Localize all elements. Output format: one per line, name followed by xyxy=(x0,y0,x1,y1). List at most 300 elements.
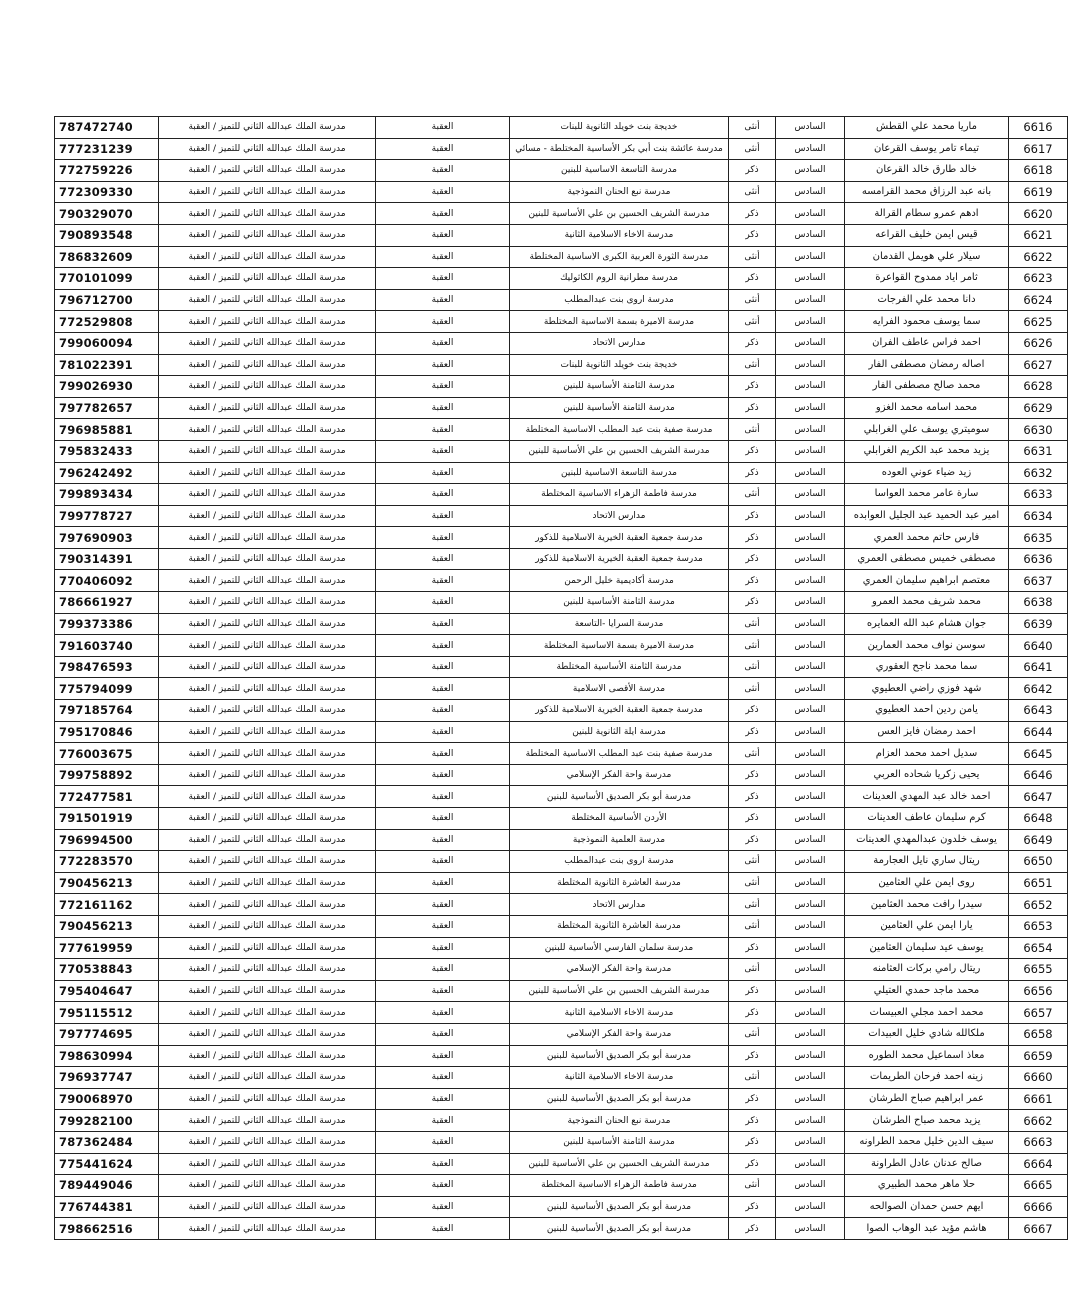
exam-center-cell: مدرسة الملك عبدالله الثاني للتميز / العقبة xyxy=(159,592,376,614)
school-cell: مدرسة الثامنة الأساسية المختلطة xyxy=(510,656,729,678)
sequence-number-cell: 6640 xyxy=(1009,635,1068,657)
student-name-cell: شهد فوزي راضي العطيوي xyxy=(845,678,1009,700)
sequence-number-cell: 6619 xyxy=(1009,181,1068,203)
school-cell: مدرسة الشريف الحسين بن علي الأساسية للبنين xyxy=(510,440,729,462)
sequence-number-cell: 6660 xyxy=(1009,1067,1068,1089)
student-name-cell: دانا محمد علي الفرجات xyxy=(845,289,1009,311)
table-row xyxy=(55,743,1068,765)
grade-cell: السادس xyxy=(776,1110,845,1132)
student-name-cell: جوان هشام عبد الله العمايره xyxy=(845,613,1009,635)
student-name-cell: يزيد محمد عبد الكريم الغرابلي xyxy=(845,440,1009,462)
sequence-number-cell: 6641 xyxy=(1009,656,1068,678)
sequence-number-cell: 6657 xyxy=(1009,1002,1068,1024)
gender-cell: ذكر xyxy=(729,1196,776,1218)
grade-cell: السادس xyxy=(776,440,845,462)
directorate-cell: العقبة xyxy=(376,570,510,592)
exam-center-cell: مدرسة الملك عبدالله الثاني للتميز / العقبة xyxy=(159,1218,376,1240)
phone-cell: 770538843 xyxy=(55,959,159,981)
sequence-number-cell: 6643 xyxy=(1009,700,1068,722)
table-row xyxy=(55,505,1068,527)
phone-cell: 786661927 xyxy=(55,592,159,614)
table-row xyxy=(55,440,1068,462)
gender-cell: أنثى xyxy=(729,894,776,916)
phone-cell: 775441624 xyxy=(55,1153,159,1175)
exam-center-cell: مدرسة الملك عبدالله الثاني للتميز / العقبة xyxy=(159,224,376,246)
school-cell: مدرسة الثامنة الأساسية للبنين xyxy=(510,397,729,419)
sequence-number-cell: 6650 xyxy=(1009,851,1068,873)
student-name-cell: زينه احمد فرحان الطريمات xyxy=(845,1067,1009,1089)
school-cell: مدرسة فاطمة الزهراء الاساسية المختلطة xyxy=(510,484,729,506)
student-name-cell: يامن ردين احمد العطيوي xyxy=(845,700,1009,722)
grade-cell: السادس xyxy=(776,268,845,290)
directorate-cell: العقبة xyxy=(376,656,510,678)
student-name-cell: سديل احمد محمد العزام xyxy=(845,743,1009,765)
phone-cell: 797185764 xyxy=(55,700,159,722)
directorate-cell: العقبة xyxy=(376,894,510,916)
grade-cell: السادس xyxy=(776,915,845,937)
gender-cell: ذكر xyxy=(729,440,776,462)
table-row xyxy=(55,592,1068,614)
grade-cell: السادس xyxy=(776,117,845,139)
gender-cell: ذكر xyxy=(729,786,776,808)
table-row xyxy=(55,527,1068,549)
student-name-cell: سما يوسف محمود الفرايه xyxy=(845,311,1009,333)
student-name-cell: سما محمد ناجح العقوري xyxy=(845,656,1009,678)
table-row xyxy=(55,311,1068,333)
phone-cell: 795115512 xyxy=(55,1002,159,1024)
sequence-number-cell: 6636 xyxy=(1009,548,1068,570)
exam-center-cell: مدرسة الملك عبدالله الثاني للتميز / العقبة xyxy=(159,570,376,592)
directorate-cell: العقبة xyxy=(376,959,510,981)
sequence-number-cell: 6648 xyxy=(1009,808,1068,830)
directorate-cell: العقبة xyxy=(376,1067,510,1089)
school-cell: خديجة بنت خويلد الثانوية للبنات xyxy=(510,117,729,139)
table-row xyxy=(55,1067,1068,1089)
grade-cell: السادس xyxy=(776,462,845,484)
directorate-cell: العقبة xyxy=(376,851,510,873)
table-row xyxy=(55,462,1068,484)
exam-center-cell: مدرسة الملك عبدالله الثاني للتميز / العقبة xyxy=(159,268,376,290)
grade-cell: السادس xyxy=(776,808,845,830)
directorate-cell: العقبة xyxy=(376,764,510,786)
student-name-cell: اصاله رمضان مصطفى الفار xyxy=(845,354,1009,376)
gender-cell: أنثى xyxy=(729,678,776,700)
exam-center-cell: مدرسة الملك عبدالله الثاني للتميز / العقبة xyxy=(159,1175,376,1197)
student-name-cell: محمد اسامه محمد الغزو xyxy=(845,397,1009,419)
grade-cell: السادس xyxy=(776,246,845,268)
gender-cell: ذكر xyxy=(729,332,776,354)
exam-center-cell: مدرسة الملك عبدالله الثاني للتميز / العقبة xyxy=(159,160,376,182)
sequence-number-cell: 6658 xyxy=(1009,1023,1068,1045)
student-name-cell: احمد رمضان فايز العس xyxy=(845,721,1009,743)
gender-cell: ذكر xyxy=(729,1131,776,1153)
grade-cell: السادس xyxy=(776,1196,845,1218)
directorate-cell: العقبة xyxy=(376,160,510,182)
gender-cell: أنثى xyxy=(729,246,776,268)
grade-cell: السادس xyxy=(776,851,845,873)
school-cell: مدرسة اروى بنت عبدالمطلب xyxy=(510,851,729,873)
school-cell: مدرسة جمعية العقبة الخيرية الاسلامية للذكور xyxy=(510,548,729,570)
school-cell: مدرسة أبو بكر الصديق الأساسية للبنين xyxy=(510,1045,729,1067)
exam-center-cell: مدرسة الملك عبدالله الثاني للتميز / العقبة xyxy=(159,1002,376,1024)
student-name-cell: ثامر اياد ممدوح القواعرة xyxy=(845,268,1009,290)
grade-cell: السادس xyxy=(776,894,845,916)
student-name-cell: تيماء تامر يوسف القرعان xyxy=(845,138,1009,160)
sequence-number-cell: 6659 xyxy=(1009,1045,1068,1067)
grade-cell: السادس xyxy=(776,700,845,722)
student-name-cell: خالد طارق خالد القرعان xyxy=(845,160,1009,182)
grade-cell: السادس xyxy=(776,592,845,614)
school-cell: مدرسة أبو بكر الصديق الأساسية للبنين xyxy=(510,786,729,808)
gender-cell: ذكر xyxy=(729,721,776,743)
sequence-number-cell: 6628 xyxy=(1009,376,1068,398)
table-row xyxy=(55,160,1068,182)
grade-cell: السادس xyxy=(776,656,845,678)
table-row xyxy=(55,786,1068,808)
directorate-cell: العقبة xyxy=(376,613,510,635)
sequence-number-cell: 6616 xyxy=(1009,117,1068,139)
grade-cell: السادس xyxy=(776,872,845,894)
student-name-cell: ملكالله شادي خليل العبيدات xyxy=(845,1023,1009,1045)
gender-cell: أنثى xyxy=(729,872,776,894)
exam-center-cell: مدرسة الملك عبدالله الثاني للتميز / العقبة xyxy=(159,808,376,830)
sequence-number-cell: 6631 xyxy=(1009,440,1068,462)
student-name-cell: احمد فراس عاطف الفران xyxy=(845,332,1009,354)
gender-cell: أنثى xyxy=(729,915,776,937)
student-name-cell: روى ايمن علي العثامين xyxy=(845,872,1009,894)
gender-cell: أنثى xyxy=(729,1023,776,1045)
table-row xyxy=(55,289,1068,311)
school-cell: مدارس الاتحاد xyxy=(510,894,729,916)
table-row xyxy=(55,1131,1068,1153)
sequence-number-cell: 6647 xyxy=(1009,786,1068,808)
phone-cell: 776003675 xyxy=(55,743,159,765)
student-name-cell: هاشم مؤيد عبد الوهاب الصوا xyxy=(845,1218,1009,1240)
table-row xyxy=(55,764,1068,786)
table-row xyxy=(55,959,1068,981)
school-cell: مدرسة أكاديمية خليل الرحمن xyxy=(510,570,729,592)
sequence-number-cell: 6656 xyxy=(1009,980,1068,1002)
sequence-number-cell: 6649 xyxy=(1009,829,1068,851)
exam-center-cell: مدرسة الملك عبدالله الثاني للتميز / العقبة xyxy=(159,743,376,765)
student-name-cell: محمد صالح مصطفى الفار xyxy=(845,376,1009,398)
grade-cell: السادس xyxy=(776,1153,845,1175)
school-cell: مدارس الاتحاد xyxy=(510,332,729,354)
sequence-number-cell: 6645 xyxy=(1009,743,1068,765)
directorate-cell: العقبة xyxy=(376,1153,510,1175)
school-cell: مدرسة واحة الفكر الإسلامي xyxy=(510,959,729,981)
grade-cell: السادس xyxy=(776,1002,845,1024)
sequence-number-cell: 6622 xyxy=(1009,246,1068,268)
gender-cell: ذكر xyxy=(729,1088,776,1110)
sequence-number-cell: 6662 xyxy=(1009,1110,1068,1132)
school-cell: الأردن الأساسية المختلطة xyxy=(510,808,729,830)
grade-cell: السادس xyxy=(776,1045,845,1067)
student-name-cell: محمد شريف محمد العمرو xyxy=(845,592,1009,614)
directorate-cell: العقبة xyxy=(376,224,510,246)
student-name-cell: ادهم عمرو سطام القرالة xyxy=(845,203,1009,225)
table-row xyxy=(55,1110,1068,1132)
phone-cell: 798662516 xyxy=(55,1218,159,1240)
table-row xyxy=(55,678,1068,700)
exam-center-cell: مدرسة الملك عبدالله الثاني للتميز / العقبة xyxy=(159,354,376,376)
directorate-cell: العقبة xyxy=(376,138,510,160)
table-row xyxy=(55,268,1068,290)
phone-cell: 796242492 xyxy=(55,462,159,484)
directorate-cell: العقبة xyxy=(376,1045,510,1067)
grade-cell: السادس xyxy=(776,376,845,398)
table-row xyxy=(55,937,1068,959)
school-cell: مدرسة الشريف الحسين بن علي الأساسية للبنين xyxy=(510,980,729,1002)
gender-cell: أنثى xyxy=(729,354,776,376)
table-row xyxy=(55,1002,1068,1024)
phone-cell: 791603740 xyxy=(55,635,159,657)
grade-cell: السادس xyxy=(776,354,845,376)
phone-cell: 790314391 xyxy=(55,548,159,570)
grade-cell: السادس xyxy=(776,224,845,246)
sequence-number-cell: 6663 xyxy=(1009,1131,1068,1153)
table-row xyxy=(55,224,1068,246)
gender-cell: ذكر xyxy=(729,462,776,484)
gender-cell: أنثى xyxy=(729,656,776,678)
sequence-number-cell: 6625 xyxy=(1009,311,1068,333)
school-cell: مدرسة الأقصى الاسلامية xyxy=(510,678,729,700)
school-cell: مدرسة الشريف الحسين بن علي الأساسية للبنين xyxy=(510,203,729,225)
student-name-cell: سيلار علي هويمل القدمان xyxy=(845,246,1009,268)
exam-center-cell: مدرسة الملك عبدالله الثاني للتميز / العقبة xyxy=(159,980,376,1002)
phone-cell: 790329070 xyxy=(55,203,159,225)
school-cell: مدرسة واحة الفكر الإسلامي xyxy=(510,764,729,786)
table-row xyxy=(55,872,1068,894)
student-name-cell: احمد خالد عبد المهدي العدينات xyxy=(845,786,1009,808)
sequence-number-cell: 6617 xyxy=(1009,138,1068,160)
sequence-number-cell: 6624 xyxy=(1009,289,1068,311)
school-cell: مدرسة التاسعة الاساسية للبنين xyxy=(510,462,729,484)
gender-cell: أنثى xyxy=(729,851,776,873)
grade-cell: السادس xyxy=(776,1088,845,1110)
grade-cell: السادس xyxy=(776,786,845,808)
sequence-number-cell: 6632 xyxy=(1009,462,1068,484)
sequence-number-cell: 6652 xyxy=(1009,894,1068,916)
directorate-cell: العقبة xyxy=(376,872,510,894)
school-cell: مدرسة ايلة الثانوية للبنين xyxy=(510,721,729,743)
student-name-cell: معاذ اسماعيل محمد الطوره xyxy=(845,1045,1009,1067)
phone-cell: 786832609 xyxy=(55,246,159,268)
sequence-number-cell: 6655 xyxy=(1009,959,1068,981)
school-cell: مدرسة الثورة العربية الكبرى الاساسية المختلطة xyxy=(510,246,729,268)
grade-cell: السادس xyxy=(776,1131,845,1153)
table-row xyxy=(55,894,1068,916)
phone-cell: 799893434 xyxy=(55,484,159,506)
school-cell: مدرسة جمعية العقبة الخيرية الاسلامية للذكور xyxy=(510,700,729,722)
directorate-cell: العقبة xyxy=(376,354,510,376)
phone-cell: 796985881 xyxy=(55,419,159,441)
sequence-number-cell: 6646 xyxy=(1009,764,1068,786)
school-cell: مدرسة الاخاء الاسلامية الثانية xyxy=(510,1067,729,1089)
exam-center-cell: مدرسة الملك عبدالله الثاني للتميز / العقبة xyxy=(159,1196,376,1218)
gender-cell: ذكر xyxy=(729,224,776,246)
school-cell: مدرسة أبو بكر الصديق الأساسية للبنين xyxy=(510,1218,729,1240)
student-name-cell: معتصم ابراهيم سليمان العمري xyxy=(845,570,1009,592)
school-cell: مدرسة نبع الحنان النموذجية xyxy=(510,181,729,203)
exam-center-cell: مدرسة الملك عبدالله الثاني للتميز / العقبة xyxy=(159,959,376,981)
school-cell: مدرسة صفية بنت عبد المطلب الاساسية المختلطة xyxy=(510,419,729,441)
phone-cell: 791501919 xyxy=(55,808,159,830)
phone-cell: 798630994 xyxy=(55,1045,159,1067)
student-name-cell: يوسف خلدون عبدالمهدي العدينات xyxy=(845,829,1009,851)
grade-cell: السادس xyxy=(776,570,845,592)
sequence-number-cell: 6623 xyxy=(1009,268,1068,290)
exam-center-cell: مدرسة الملك عبدالله الثاني للتميز / العقبة xyxy=(159,332,376,354)
gender-cell: أنثى xyxy=(729,743,776,765)
exam-center-cell: مدرسة الملك عبدالله الثاني للتميز / العقبة xyxy=(159,894,376,916)
grade-cell: السادس xyxy=(776,678,845,700)
gender-cell: ذكر xyxy=(729,1110,776,1132)
gender-cell: أنثى xyxy=(729,613,776,635)
grade-cell: السادس xyxy=(776,505,845,527)
phone-cell: 795170846 xyxy=(55,721,159,743)
sequence-number-cell: 6661 xyxy=(1009,1088,1068,1110)
school-cell: مدرسة الاميرة بسمة الاساسية المختلطة xyxy=(510,635,729,657)
sequence-number-cell: 6642 xyxy=(1009,678,1068,700)
gender-cell: ذكر xyxy=(729,1218,776,1240)
gender-cell: أنثى xyxy=(729,117,776,139)
directorate-cell: العقبة xyxy=(376,1218,510,1240)
gender-cell: أنثى xyxy=(729,419,776,441)
student-name-cell: سوسن نواف محمد العمارين xyxy=(845,635,1009,657)
table-row xyxy=(55,203,1068,225)
school-cell: مدرسة الثامنة الأساسية للبنين xyxy=(510,1131,729,1153)
phone-cell: 772477581 xyxy=(55,786,159,808)
school-cell: مدرسة الثامنة الأساسية للبنين xyxy=(510,592,729,614)
sequence-number-cell: 6633 xyxy=(1009,484,1068,506)
phone-cell: 772309330 xyxy=(55,181,159,203)
table-row xyxy=(55,980,1068,1002)
grade-cell: السادس xyxy=(776,959,845,981)
exam-center-cell: مدرسة الملك عبدالله الثاني للتميز / العقبة xyxy=(159,764,376,786)
directorate-cell: العقبة xyxy=(376,592,510,614)
school-cell: مدرسة الاخاء الاسلامية الثانية xyxy=(510,224,729,246)
directorate-cell: العقبة xyxy=(376,743,510,765)
student-name-cell: سارة عامر محمد العواسا xyxy=(845,484,1009,506)
student-name-cell: يارا ايمن علي العثامين xyxy=(845,915,1009,937)
phone-cell: 799373386 xyxy=(55,613,159,635)
directorate-cell: العقبة xyxy=(376,440,510,462)
table-row xyxy=(55,829,1068,851)
school-cell: خديجة بنت خويلد الثانوية للبنات xyxy=(510,354,729,376)
student-name-cell: مصطفى خميس مصطفى العمري xyxy=(845,548,1009,570)
table-row xyxy=(55,1153,1068,1175)
phone-cell: 798476593 xyxy=(55,656,159,678)
grade-cell: السادس xyxy=(776,527,845,549)
directorate-cell: العقبة xyxy=(376,635,510,657)
exam-center-cell: مدرسة الملك عبدالله الثاني للتميز / العقبة xyxy=(159,117,376,139)
table-row xyxy=(55,1218,1068,1240)
exam-center-cell: مدرسة الملك عبدالله الثاني للتميز / العقبة xyxy=(159,1110,376,1132)
grade-cell: السادس xyxy=(776,203,845,225)
school-cell: مدرسة جمعية العقبة الخيرية الاسلامية للذكور xyxy=(510,527,729,549)
gender-cell: ذكر xyxy=(729,268,776,290)
grade-cell: السادس xyxy=(776,980,845,1002)
gender-cell: أنثى xyxy=(729,1175,776,1197)
sequence-number-cell: 6644 xyxy=(1009,721,1068,743)
sequence-number-cell: 6629 xyxy=(1009,397,1068,419)
exam-center-cell: مدرسة الملك عبدالله الثاني للتميز / العقبة xyxy=(159,505,376,527)
table-row xyxy=(55,1088,1068,1110)
sequence-number-cell: 6651 xyxy=(1009,872,1068,894)
school-cell: مدرسة الاميرة بسمة الاساسية المختلطة xyxy=(510,311,729,333)
gender-cell: ذكر xyxy=(729,203,776,225)
exam-center-cell: مدرسة الملك عبدالله الثاني للتميز / العقبة xyxy=(159,484,376,506)
gender-cell: أنثى xyxy=(729,138,776,160)
student-name-cell: ريتال ساري نايل العجارمة xyxy=(845,851,1009,873)
sequence-number-cell: 6618 xyxy=(1009,160,1068,182)
table-row xyxy=(55,397,1068,419)
phone-cell: 797782657 xyxy=(55,397,159,419)
table-row xyxy=(55,246,1068,268)
roster-body xyxy=(55,117,1068,1240)
directorate-cell: العقبة xyxy=(376,1175,510,1197)
exam-center-cell: مدرسة الملك عبدالله الثاني للتميز / العقبة xyxy=(159,851,376,873)
exam-center-cell: مدرسة الملك عبدالله الثاني للتميز / العقبة xyxy=(159,1153,376,1175)
sequence-number-cell: 6639 xyxy=(1009,613,1068,635)
sequence-number-cell: 6626 xyxy=(1009,332,1068,354)
directorate-cell: العقبة xyxy=(376,786,510,808)
gender-cell: ذكر xyxy=(729,808,776,830)
student-name-cell: يوسف عيد سليمان العثامين xyxy=(845,937,1009,959)
table-row xyxy=(55,700,1068,722)
gender-cell: ذكر xyxy=(729,1002,776,1024)
student-name-cell: محمد احمد مجلي العبيسات xyxy=(845,1002,1009,1024)
phone-cell: 796994500 xyxy=(55,829,159,851)
school-cell: مدرسة عائشة بنت أبي بكر الأساسية المختلطة - مسائي xyxy=(510,138,729,160)
student-name-cell: سوميتري يوسف علي الغرابلي xyxy=(845,419,1009,441)
student-roster-table xyxy=(54,116,1068,1240)
school-cell: مدرسة أبو بكر الصديق الأساسية للبنين xyxy=(510,1088,729,1110)
phone-cell: 772283570 xyxy=(55,851,159,873)
school-cell: مدرسة العاشرة الثانوية المختلطة xyxy=(510,872,729,894)
directorate-cell: العقبة xyxy=(376,548,510,570)
student-name-cell: كرم سليمان عاطف العدينات xyxy=(845,808,1009,830)
sequence-number-cell: 6638 xyxy=(1009,592,1068,614)
phone-cell: 777231239 xyxy=(55,138,159,160)
exam-center-cell: مدرسة الملك عبدالله الثاني للتميز / العقبة xyxy=(159,440,376,462)
exam-center-cell: مدرسة الملك عبدالله الثاني للتميز / العقبة xyxy=(159,635,376,657)
directorate-cell: العقبة xyxy=(376,1023,510,1045)
exam-center-cell: مدرسة الملك عبدالله الثاني للتميز / العقبة xyxy=(159,721,376,743)
table-row xyxy=(55,1045,1068,1067)
phone-cell: 790456213 xyxy=(55,915,159,937)
sequence-number-cell: 6635 xyxy=(1009,527,1068,549)
directorate-cell: العقبة xyxy=(376,1110,510,1132)
student-name-cell: ريتال رامي بركات العثامنه xyxy=(845,959,1009,981)
phone-cell: 772161162 xyxy=(55,894,159,916)
gender-cell: ذكر xyxy=(729,548,776,570)
phone-cell: 790893548 xyxy=(55,224,159,246)
grade-cell: السادس xyxy=(776,829,845,851)
student-name-cell: زيد ضياء عوني العوده xyxy=(845,462,1009,484)
grade-cell: السادس xyxy=(776,289,845,311)
grade-cell: السادس xyxy=(776,332,845,354)
table-row xyxy=(55,138,1068,160)
exam-center-cell: مدرسة الملك عبدالله الثاني للتميز / العقبة xyxy=(159,419,376,441)
phone-cell: 795832433 xyxy=(55,440,159,462)
exam-center-cell: مدرسة الملك عبدالله الثاني للتميز / العقبة xyxy=(159,397,376,419)
school-cell: مدرسة الاخاء الاسلامية الثانية xyxy=(510,1002,729,1024)
table-row xyxy=(55,181,1068,203)
school-cell: مدرسة السرايا -التاسعة xyxy=(510,613,729,635)
gender-cell: ذكر xyxy=(729,570,776,592)
